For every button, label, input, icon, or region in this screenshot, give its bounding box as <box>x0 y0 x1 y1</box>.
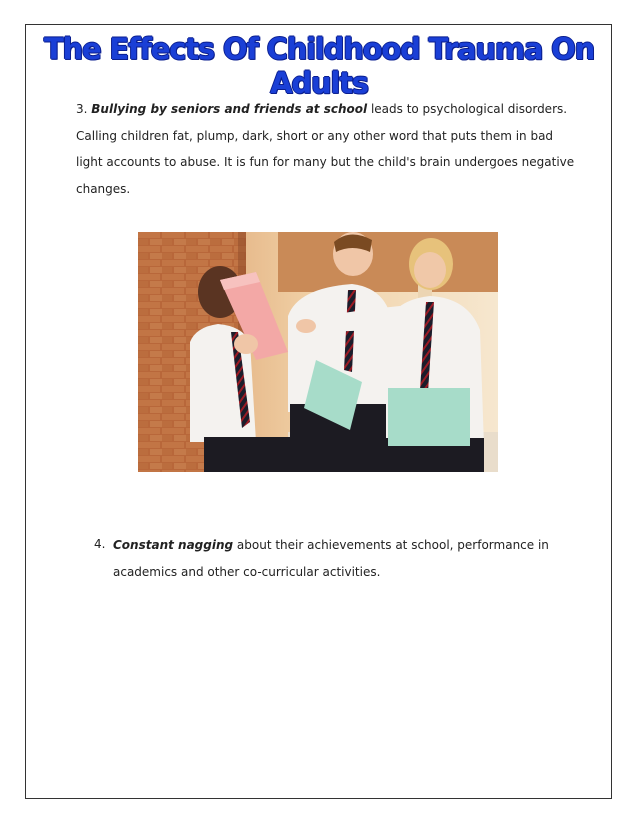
item-4-line-1 <box>113 537 549 564</box>
item-3-line-1-rest: leads to psychological disorders. <box>367 102 568 116</box>
item-3-line-3: light accounts to abuse. It is fun for many but the child's brain undergoes negative <box>76 155 575 169</box>
item-3-number: 3. <box>76 102 88 116</box>
bullying-photo <box>138 232 498 472</box>
item-4-line-2: academics and other co-curricular activities. <box>113 564 381 579</box>
item-3-emphasis: Bullying by seniors and friends at school <box>91 102 368 116</box>
item-3-paragraph <box>76 101 574 207</box>
item-4-number: 4. <box>94 537 106 551</box>
item-4-line-1-rest: about their achievements at school, performance in <box>233 538 549 552</box>
item-3-line-4: changes. <box>76 181 131 196</box>
page-title: The Effects Of Childhood Trauma On Adults <box>43 32 595 100</box>
item-4-paragraph <box>94 537 549 590</box>
item-3-line-1 <box>76 101 574 128</box>
item-4-emphasis: Constant nagging <box>113 538 234 552</box>
item-3-line-2: Calling children fat, plump, dark, short or any other word that puts them in bad <box>76 128 554 143</box>
